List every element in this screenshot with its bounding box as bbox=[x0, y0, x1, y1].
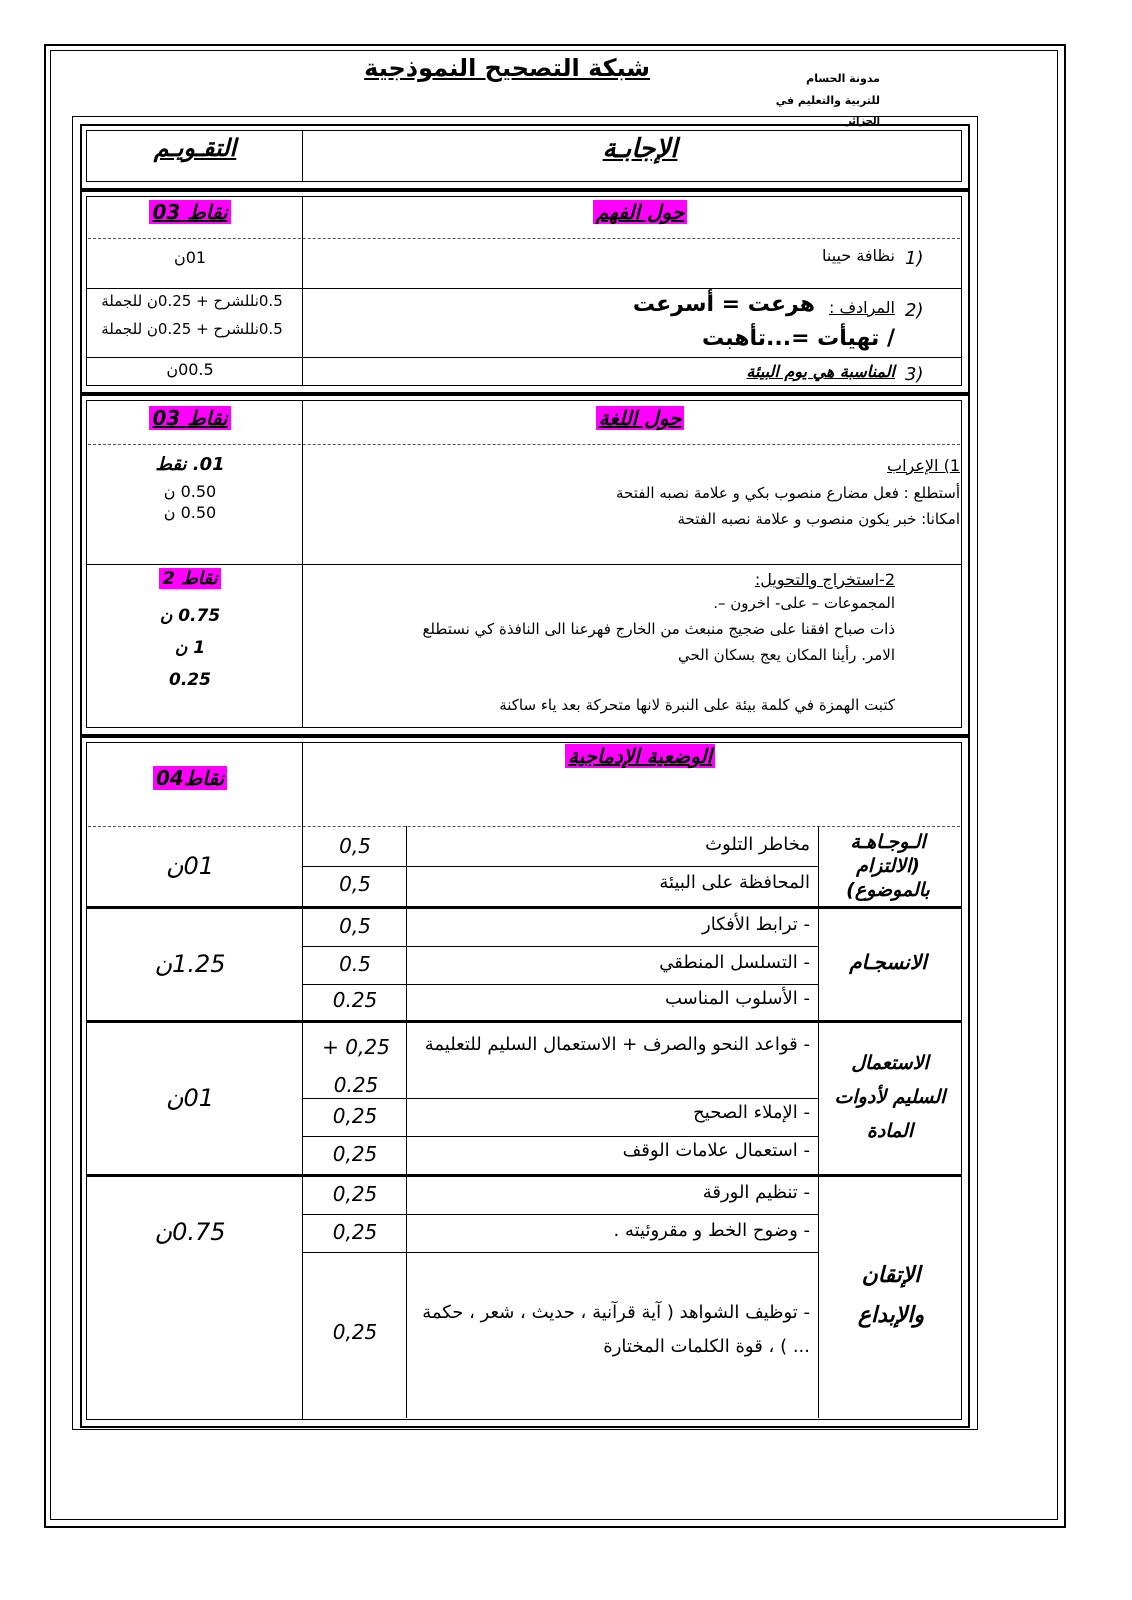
criterion-3-score-3: 0,25 bbox=[332, 1142, 378, 1166]
criteria-column-divider bbox=[818, 826, 819, 1418]
criterion-2-total: 1.25ن bbox=[154, 950, 226, 978]
integration-dashed-divider bbox=[88, 826, 960, 827]
criterion-3-row-divider-1 bbox=[302, 1098, 818, 1099]
q2-line-1: هرعت = أسرعت bbox=[632, 292, 815, 317]
criterion-3-score-1: 0,25 + 0.25 bbox=[322, 1035, 390, 1097]
criterion-1-item-1: مخاطر التلوث bbox=[705, 834, 810, 855]
comprehension-title: حول الفهم bbox=[593, 200, 688, 224]
extract-score-1: 0.75 ن bbox=[159, 606, 221, 626]
q2-row-divider bbox=[86, 357, 962, 358]
criterion-4-row-divider-1 bbox=[302, 1214, 818, 1215]
q2-label: المرادف : bbox=[828, 298, 895, 317]
criterion-4-item-1: - تنظيم الورقة bbox=[702, 1182, 810, 1203]
header-underline-2 bbox=[500, 116, 580, 117]
q1-answer: نظافة حيينا bbox=[821, 246, 895, 265]
q1-number: 1) bbox=[905, 248, 924, 269]
parsing-score-2: 0.50 ن bbox=[163, 482, 217, 501]
header-underline-1 bbox=[405, 116, 455, 117]
parsing-line-2: امكانا: خبر يكون منصوب و علامة نصبه الفتحة bbox=[677, 510, 960, 528]
parsing-row-divider bbox=[86, 564, 962, 565]
criterion-2-score-1: 0,5 bbox=[339, 914, 371, 938]
blog-line-3: الجزائر bbox=[845, 116, 880, 127]
criterion-2-item-2: - التسلسل المنطقي bbox=[659, 952, 810, 973]
criterion-1-row-divider bbox=[302, 866, 818, 867]
criterion-2-divider bbox=[86, 1020, 962, 1023]
criterion-2-score-2: 0.5 bbox=[339, 952, 371, 976]
criterion-1-total: 01ن bbox=[165, 852, 215, 880]
extract-points: 2 نقاط bbox=[159, 568, 220, 589]
criterion-2-score-3: 0.25 bbox=[332, 988, 378, 1012]
criterion-4-score-1: 0,25 bbox=[332, 1182, 378, 1206]
criterion-4-item-2: - وضوح الخط و مقروئيته . bbox=[613, 1220, 810, 1241]
criterion-4-score-2: 0,25 bbox=[332, 1220, 378, 1244]
extract-line-2: ذات صباح افقنا على ضجيج منبعث من الخارج فهرعنا الى النافذة كي نستطلع bbox=[422, 620, 895, 638]
q2-number: 2) bbox=[905, 300, 924, 321]
criterion-4-item-3: - توظيف الشواهد ( آية قرآنية ، حديث ، شعر ، حكمة ... ) ، قوة الكلمات المختارة bbox=[422, 1302, 810, 1357]
integration-points-wrap bbox=[140, 766, 240, 790]
criterion-1-divider bbox=[86, 906, 962, 909]
criterion-2-row-divider-1 bbox=[302, 946, 818, 947]
answer-column-header: الإجابـة bbox=[602, 134, 678, 164]
criterion-2-row-divider-2 bbox=[302, 984, 818, 985]
integration-title-wrap bbox=[530, 744, 750, 768]
criterion-3-item-2: - الإملاء الصحيح bbox=[693, 1102, 810, 1123]
extract-line-3: الامر. رأينا المكان يعج بسكان الحي bbox=[677, 646, 895, 664]
criterion-3-total: 01ن bbox=[165, 1084, 215, 1112]
extract-score-3: 0.25 bbox=[169, 670, 211, 690]
criterion-4-name: الإتقان والإبداع bbox=[857, 1263, 925, 1328]
criterion-4-row-divider-2 bbox=[302, 1252, 818, 1253]
q3-answer: المناسبة هي يوم البيئة bbox=[746, 362, 895, 381]
criterion-3-score-2: 0,25 bbox=[332, 1104, 378, 1128]
language-title: حول اللغة bbox=[596, 406, 685, 430]
language-title-wrap bbox=[560, 406, 720, 430]
header-underline-3 bbox=[600, 116, 630, 117]
language-points-wrap bbox=[140, 406, 240, 430]
integration-title: الوضعية الإدماجية bbox=[565, 744, 715, 768]
extract-title: 2-استخراج والتحويل: bbox=[754, 570, 895, 589]
blog-line-2: للتربية والتعليم في bbox=[775, 94, 880, 107]
language-points: 03 نقاط bbox=[149, 406, 230, 430]
criterion-3-divider bbox=[86, 1174, 962, 1177]
criterion-2-item-1: - ترابط الأفكار bbox=[702, 914, 810, 935]
score-column-divider bbox=[406, 826, 407, 1418]
integration-divider bbox=[302, 742, 303, 1420]
criterion-2-item-3: - الأسلوب المناسب bbox=[664, 988, 810, 1009]
page-title: شبكة التصحيح النموذجية bbox=[364, 54, 650, 82]
grading-column-header: التقـويـم bbox=[153, 134, 237, 162]
q2-line-2: / تهيأت =...تأهبت bbox=[701, 326, 895, 351]
q2-score-1: 0.5نللشرح + 0.25ن للجملة bbox=[101, 292, 283, 310]
criterion-3-row-divider-2 bbox=[302, 1136, 818, 1137]
comprehension-points: 03 نقاط bbox=[149, 200, 230, 224]
extract-points-wrap bbox=[140, 568, 240, 589]
q2-score-2: 0.5نللشرح + 0.25ن للجملة bbox=[101, 320, 283, 338]
parsing-title: 1) الإعراب bbox=[887, 456, 960, 475]
language-dashed-divider bbox=[88, 444, 960, 445]
criterion-4-score-3: 0,25 bbox=[332, 1320, 378, 1344]
criterion-3-name: الاستعمال السليم لأدوات المادة bbox=[834, 1052, 946, 1142]
comprehension-points-wrap bbox=[140, 200, 240, 224]
blog-line-1: مدونة الحسام bbox=[806, 72, 880, 85]
column-divider bbox=[302, 130, 303, 182]
criterion-1-name: الـوجـاهـة (الالتزام بالموضوع) bbox=[846, 831, 930, 901]
parsing-score-3: 0.50 ن bbox=[163, 503, 217, 522]
criterion-4-total: 0.75ن bbox=[154, 1218, 226, 1246]
extract-score-2: 1 ن bbox=[174, 638, 206, 658]
criterion-3-item-3: - استعمال علامات الوقف bbox=[622, 1140, 810, 1161]
criterion-3-item-1: - قواعد النحو والصرف + الاستعمال السليم للتعليمة bbox=[424, 1034, 810, 1055]
q3-number: 3) bbox=[905, 364, 924, 385]
q1-row-divider bbox=[86, 288, 962, 289]
extract-line-1: المجموعات – على- اخرون –. bbox=[713, 594, 895, 612]
criterion-1-score-1: 0,5 bbox=[339, 834, 371, 858]
parsing-line-1: أستطلع : فعل مضارع منصوب بكي و علامة نصبه الفتحة bbox=[615, 484, 960, 502]
criterion-2-name: الانسجـام bbox=[849, 950, 927, 974]
criterion-1-score-2: 0,5 bbox=[339, 872, 371, 896]
integration-points: 04نقاط bbox=[153, 766, 227, 790]
parsing-score: 01. نقط bbox=[155, 454, 225, 475]
criterion-1-item-2: المحافظة على البيئة bbox=[659, 872, 810, 893]
extract-line-4: كتبت الهمزة في كلمة بيئة على النبرة لانها متحركة بعد ياء ساكنة bbox=[499, 696, 895, 714]
q1-score: 01ن bbox=[173, 248, 207, 267]
q3-score: 00.5ن bbox=[166, 360, 214, 379]
comprehension-title-wrap bbox=[560, 200, 720, 224]
comprehension-dashed-divider bbox=[88, 238, 960, 239]
